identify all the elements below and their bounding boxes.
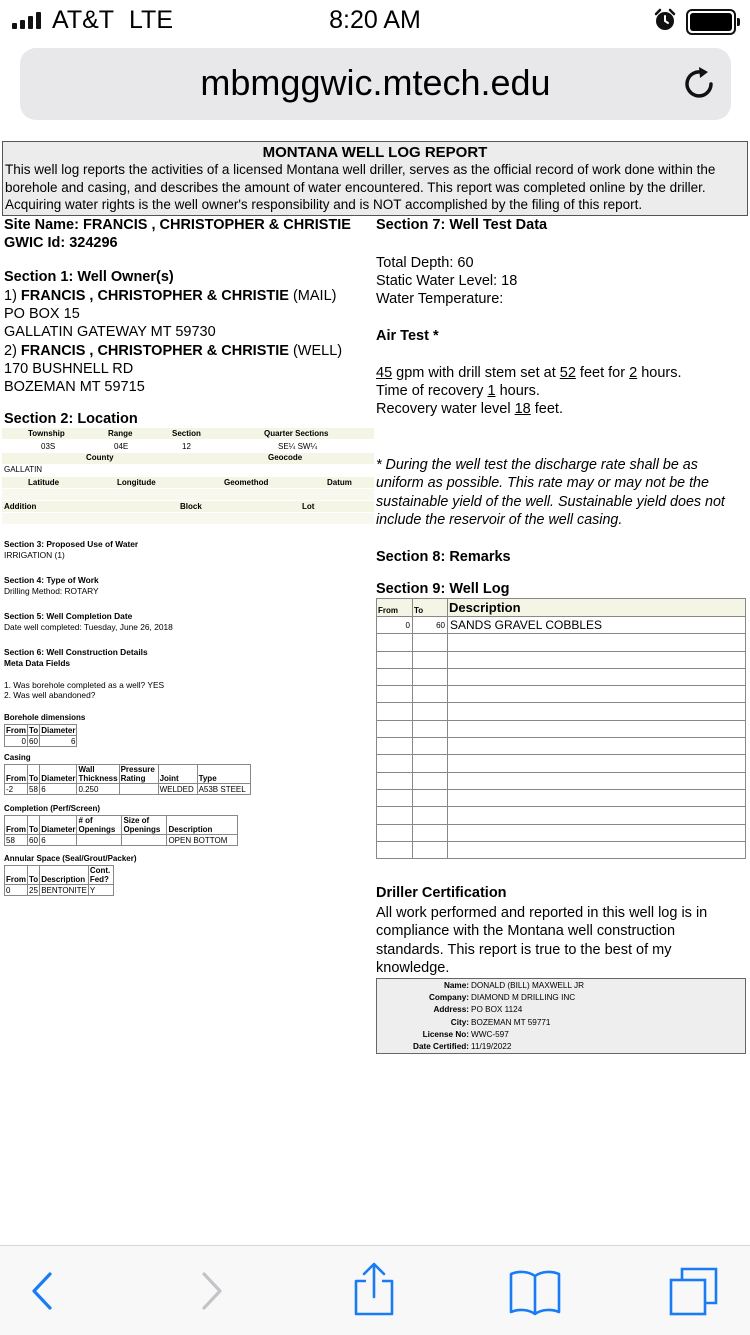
loc-h-geocode: Geocode [268,453,303,462]
report-intro [3,161,747,214]
borehole-table [4,724,77,747]
col-header: To [28,866,40,885]
loc-h-county: County [86,453,114,462]
table-row [377,668,746,685]
cell: 58 [5,835,28,846]
table-row [377,720,746,737]
gpm-value: 45 [376,365,393,381]
driller-certification-box [376,978,746,1054]
air-test-rate [376,365,682,381]
question-2: 2. Was well abandoned? [4,690,96,700]
col-header: To [29,726,39,735]
recovery-level-pre: Recovery water level [376,401,515,417]
question-1: 1. Was borehole completed as a well? YES [4,680,165,690]
driller-license: WWC-597 [471,1030,509,1039]
casing-title: Casing [4,753,31,762]
table-row [377,617,746,634]
driller-address: PO BOX 1124 [471,1005,523,1014]
owner1-address2: GALLATIN GATEWAY MT 59730 [4,324,216,340]
cell [77,835,122,846]
cell-to: 60 [413,617,448,634]
loc-h-township: Township [28,429,65,438]
url-text[interactable]: mbmggwic.mtech.edu [200,62,551,103]
col-header-description: Description [448,599,746,617]
alarm-icon [653,8,677,32]
owner2-address1: 170 BUSHNELL RD [4,361,134,377]
table-row [377,686,746,703]
section4-value: Drilling Method: ROTARY [4,586,99,596]
forward-icon[interactable] [196,1271,226,1311]
loc-h-longitude: Longitude [117,478,156,487]
col-header: From [5,866,28,885]
owner2-address2: BOZEMAN MT 59715 [4,379,145,395]
loc-h-datum: Datum [327,478,352,487]
completion-table [4,815,238,846]
section8-heading: Section 8: Remarks [376,549,511,565]
address-bar[interactable] [20,48,731,120]
owner1-address1: PO BOX 15 [4,306,80,322]
cell: 60 [29,737,38,746]
range-value: 04E [114,442,129,451]
col-header: From [6,726,26,735]
loc-h-section: Section [172,429,201,438]
col-header: From [5,816,28,835]
table-row [377,703,746,720]
label-date: Date Certified: [413,1042,469,1051]
stem-depth-value: 52 [559,365,576,381]
cell [119,784,158,795]
intro-line: This well log reports the activities of a licensed Montana well driller, serves as the official record of work done within the [5,162,716,177]
driller-statement: All work performed and reported in this well log is in compliance with the Montana well construction standards. This report is true to the best of my knowledge. [376,905,708,976]
cell: 60 [29,836,38,845]
owner2-type: (WELL) [288,343,343,359]
battery-icon [686,9,736,35]
cell [122,835,167,846]
col-header: Joint [158,765,197,784]
recovery-time [376,383,540,399]
table-row [377,789,746,806]
section2-heading: Section 2: Location [4,411,138,427]
well-test-note: * During the well test the discharge rate shall be as uniform as possible. This rate may or may not be the sustainable yield of the well. Sustainable yield does not include the reservoir of the well casing. [376,457,725,528]
cell-from: 0 [377,617,413,634]
loc-h-lot: Lot [302,502,315,511]
site-name: Site Name: FRANCIS , CHRISTOPHER & CHRISTIE [4,217,351,233]
loc-h-quarter: Quarter Sections [264,429,329,438]
cell: 58 [29,785,38,794]
section6-meta: Meta Data Fields [4,658,71,668]
township-value: 03S [41,442,56,451]
table-row [377,772,746,789]
total-depth: Total Depth: 60 [376,255,474,271]
label-license: License No: [422,1030,469,1039]
recovery-level-value: 18 [514,401,531,417]
report-header [2,141,748,216]
annular-table [4,865,114,896]
cell: 25 [29,886,38,895]
table-row [377,807,746,824]
gpm-text: gpm with drill stem set at [392,365,560,381]
col-header-to: To [413,599,448,617]
cell-description: SANDS GRAVEL COBBLES [448,617,746,634]
driller-heading: Driller Certification [376,885,507,901]
driller-name: DONALD (BILL) MAXWELL JR [471,981,584,990]
cell: Y [88,885,113,896]
clock: 8:20 AM [329,6,421,34]
network-type: LTE [129,6,173,34]
hours-text: hours. [637,365,682,381]
recovery-level-post: feet. [530,401,563,417]
cell: 6 [40,835,77,846]
cell: 6 [40,784,77,795]
location-table [2,428,374,526]
label-address: Address: [433,1005,469,1014]
cell: 6 [40,736,77,747]
col-header: Wall Thickness [78,765,118,783]
gwic-id: GWIC Id: 324296 [4,235,118,251]
owner1-name: FRANCIS , CHRISTOPHER & CHRISTIE [20,288,289,304]
loc-h-latitude: Latitude [28,478,60,487]
borehole-title: Borehole dimensions [4,713,86,722]
carrier: AT&T [52,6,115,34]
col-header: Diameter [40,765,77,784]
section1-heading: Section 1: Well Owner(s) [4,269,174,285]
col-header: # of Openings [77,816,122,835]
water-temperature: Water Temperature: [376,291,504,307]
bookmarks-icon[interactable] [508,1268,562,1316]
label-name: Name: [443,981,469,990]
intro-line: Acquiring water rights is the well owner's responsibility and is NOT accomplished by the filing of this report. [5,197,643,212]
cell: 0 [5,885,28,896]
col-header: Diameter [40,816,77,835]
col-header: Description [40,866,89,885]
cell: 0.250 [77,784,119,795]
recovery-time-pre: Time of recovery [376,383,488,399]
browser-toolbar [0,1245,750,1335]
share-icon[interactable] [352,1261,396,1317]
section3-heading: Section 3: Proposed Use of Water [4,539,139,549]
reload-icon[interactable] [679,64,719,104]
col-header-from: From [377,599,413,617]
static-water-level: Static Water Level: 18 [376,273,518,289]
label-city: City: [450,1018,469,1027]
driller-city: BOZEMAN MT 59771 [471,1018,551,1027]
cell: A53B STEEL [197,784,250,795]
owner2-prefix: 2) [4,343,21,359]
section-value: 12 [182,442,191,451]
cell: 0 [5,736,28,747]
loc-h-block: Block [180,502,202,511]
cell: -2 [5,784,28,795]
col-header: Type [197,765,250,784]
loc-h-addition: Addition [4,502,37,511]
col-header: To [28,765,40,784]
col-header: To [28,816,40,835]
quarter-value: SE¼ SW¼ [278,442,318,451]
well-log-table [376,598,746,859]
report-title: MONTANA WELL LOG REPORT [262,144,488,161]
owner1 [4,288,336,304]
owner1-prefix: 1) [4,288,21,304]
col-header: Diameter [41,726,76,735]
section4-heading: Section 4: Type of Work [4,575,99,585]
owner2 [4,343,342,359]
section9-heading: Section 9: Well Log [376,581,510,597]
table-row [377,824,746,841]
intro-line: borehole and casing, and describes the amount of water encountered. This report was completed online by the driller. [5,179,706,195]
col-header: Cont. Fed? [88,866,113,885]
back-icon[interactable] [28,1271,58,1311]
label-company: Company: [428,993,469,1002]
table-row [377,841,746,858]
section6-heading: Section 6: Well Construction Details [4,647,148,657]
casing-table [4,764,251,795]
cell: OPEN BOTTOM [167,835,238,846]
tabs-icon[interactable] [668,1266,720,1318]
owner1-type: (MAIL) [288,288,337,304]
cell: WELDED [158,784,197,795]
col-header: From [5,765,28,784]
table-row [377,755,746,772]
col-header: Pressure Rating [119,765,158,784]
loc-h-range: Range [108,429,133,438]
recovery-level [376,401,563,417]
loc-h-geomethod: Geomethod [224,478,269,487]
air-test-label: Air Test * [376,328,439,344]
col-header: Description [167,816,238,835]
recovery-time-post: hours. [495,383,540,399]
section5-value: Date well completed: Tuesday, June 26, 2018 [4,622,173,632]
date-certified: 11/19/2022 [471,1042,512,1051]
table-row [377,634,746,651]
section3-value: IRRIGATION (1) [4,550,65,560]
driller-company: DIAMOND M DRILLING INC [471,993,576,1002]
table-row [377,738,746,755]
county-value: GALLATIN [4,465,43,474]
completion-title: Completion (Perf/Screen) [4,804,101,813]
annular-title: Annular Space (Seal/Grout/Packer) [4,854,137,863]
cell: BENTONITE [41,886,87,895]
owner2-name: FRANCIS , CHRISTOPHER & CHRISTIE [20,343,289,359]
col-header: Size of Openings [122,816,167,835]
feet-for-text: feet for [575,365,630,381]
hours-value: 2 [629,365,638,381]
recovery-time-value: 1 [487,383,496,399]
section7-heading: Section 7: Well Test Data [376,217,548,233]
table-row [377,651,746,668]
section5-heading: Section 5: Well Completion Date [4,611,133,621]
status-bar [0,0,750,40]
